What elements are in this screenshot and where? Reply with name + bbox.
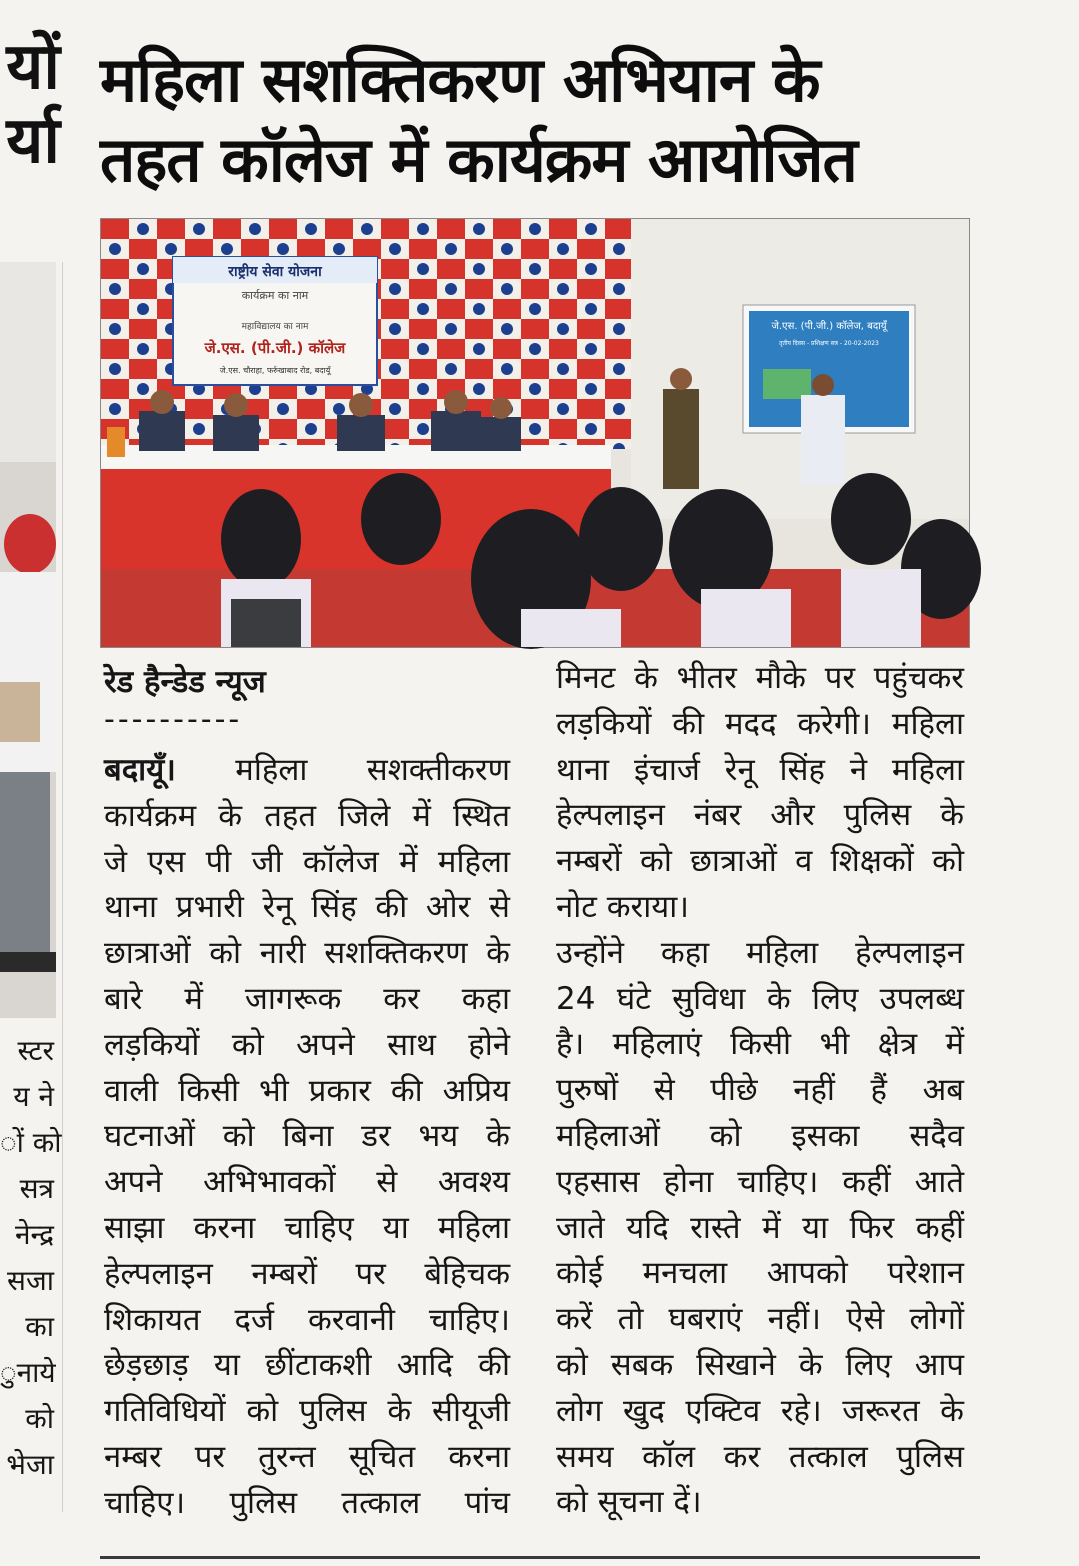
banner-college-label: महाविद्यालय का नाम <box>241 322 309 332</box>
body-line: जाते यदि रास्ते में या फिर कहीं <box>556 1209 964 1246</box>
body-line: महिलाओं को इसका सदैव <box>556 1117 964 1154</box>
body-line: को सूचना दें। <box>556 1484 702 1521</box>
body-line: करें तो घबराएं नहीं। ऐसे लोगों <box>556 1301 964 1338</box>
fragment-line: भेजा <box>6 1448 54 1481</box>
body-line: घटनाओं को बिना डर भय के <box>104 1118 510 1155</box>
body-line: कार्यक्रम के तहत जिले में स्थित <box>104 797 510 834</box>
body-line: जे एस पी जी कॉलेज में महिला <box>104 843 510 880</box>
fragment-line: नेन्द्र <box>14 1218 54 1251</box>
body-line: समय कॉल कर तत्काल पुलिस <box>556 1438 964 1475</box>
banner-address: जे.एस. चौराहा, फर्रुखाबाद रोड, बदायूँ <box>219 366 331 375</box>
banner-program: कार्यक्रम का नाम <box>241 289 309 302</box>
fragment-line: य ने <box>13 1080 54 1113</box>
body-line: शिकायत दर्ज करवानी चाहिए। <box>104 1301 510 1338</box>
headline-line-1: महिला सशक्तिकरण अभियान के <box>100 43 820 116</box>
body-line: चाहिए। पुलिस तत्काल पांच <box>104 1484 510 1521</box>
body-line: अपने अभिभावकों से अवश्य <box>104 1164 510 1201</box>
ns-banner <box>173 257 377 385</box>
body-line: उन्होंने कहा महिला हेल्पलाइन <box>556 934 964 971</box>
body-line: नोट कराया। <box>556 888 689 925</box>
body-line: थाना प्रभारी रेनू सिंह की ओर से <box>104 889 510 926</box>
body-line: मिनट के भीतर मौके पर पहुंचकर <box>556 660 964 696</box>
body-line: लड़कियों को अपने साथ होने <box>104 1026 510 1063</box>
fragment-line: ुनाये <box>0 1356 56 1389</box>
fragment-line: सजा <box>7 1264 54 1297</box>
screen-title: जे.एस. (पी.जी.) कॉलेज, बदायूँ <box>771 321 887 332</box>
body-line: हेल्पलाइन नम्बरों पर बेहिचक <box>104 1255 510 1292</box>
headline-line-2: तहत कॉलेज में कार्यक्रम आयोजित <box>100 123 857 196</box>
adjacent-headline-line: र्या <box>6 104 60 178</box>
body-line: लड़कियों की मदद करेगी। महिला <box>556 705 964 742</box>
dateline: बदायूँ। <box>104 752 176 788</box>
adjacent-headline-line: यों <box>6 30 60 104</box>
body-line: एहसास होना चाहिए। कहीं आते <box>556 1163 964 1200</box>
body-line: को सबक सिखाने के लिए आप <box>556 1346 964 1383</box>
body-line: नम्बरों को छात्राओं व शिक्षकों को <box>556 843 964 880</box>
adjacent-article-fragment <box>0 1028 62 1488</box>
fragment-line: का <box>25 1310 54 1343</box>
fragment-line: को <box>25 1402 54 1435</box>
body-line: लोग खुद एक्टिव रहे। जरूरत के <box>556 1392 964 1429</box>
body-line: छात्राओं को नारी सशक्तिकरण के <box>104 935 510 972</box>
byline-divider: ---------- <box>104 702 243 737</box>
fragment-line: सत्र <box>19 1172 54 1205</box>
byline: रेड हैन्डेड न्यूज <box>104 664 266 700</box>
event-photo <box>100 218 970 648</box>
fragment-line: स्टर <box>17 1034 54 1067</box>
banner-college: जे.एस. (पी.जी.) कॉलेज <box>204 339 346 357</box>
body-line: पुरुषों से पीछे नहीं हैं अब <box>556 1072 964 1109</box>
body-line: छेड़छाड़ या छींटाकशी आदि की <box>104 1347 510 1384</box>
body-line: बारे में जागरूक कर कहा <box>104 980 510 1017</box>
column-divider <box>62 262 63 1512</box>
body-line: है। महिलाएं किसी भी क्षेत्र में <box>556 1026 964 1063</box>
adjacent-photo-fragment <box>0 262 56 1018</box>
body-line: महिला सशक्तीकरण <box>175 752 510 788</box>
page-bottom-rule <box>100 1556 980 1559</box>
fragment-line: ों को <box>0 1126 62 1159</box>
body-line: हेल्पलाइन नंबर और पुलिस के <box>556 797 964 834</box>
body-line: 24 घंटे सुविधा के लिए उपलब्ध <box>556 980 964 1017</box>
article-column-2 <box>556 656 964 1526</box>
article-headline <box>100 40 980 200</box>
body-line: गतिविधियों को पुलिस के सीयूजी <box>104 1393 510 1430</box>
banner-title: राष्ट्रीय सेवा योजना <box>228 264 322 280</box>
screen-subtitle: तृतीय दिवस - प्रशिक्षण सत्र - 20-02-2023 <box>779 340 879 347</box>
body-line: थाना इंचार्ज रेनू सिंह ने महिला <box>556 751 964 788</box>
body-line: नम्बर पर तुरन्त सूचित करना <box>104 1438 510 1475</box>
adjacent-headline-fragment <box>0 30 60 178</box>
body-line: साझा करना चाहिए या महिला <box>104 1209 510 1246</box>
article-column-1 <box>104 748 510 1527</box>
body-line: कोई मनचला आपको परेशान <box>556 1255 964 1292</box>
body-line: वाली किसी भी प्रकार की अप्रिय <box>104 1072 510 1109</box>
